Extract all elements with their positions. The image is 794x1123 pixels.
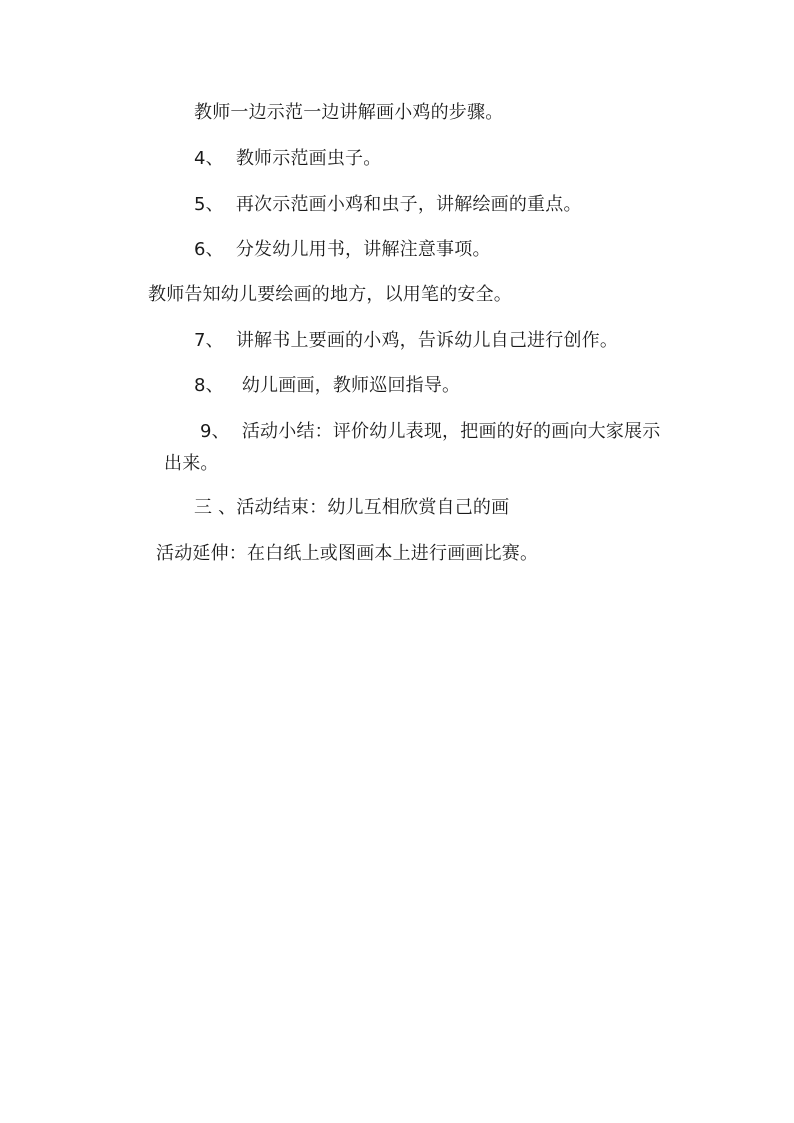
paragraph-safety	[148, 284, 512, 306]
list-number: 4、	[194, 148, 224, 169]
paragraph-text: 出来。	[164, 453, 219, 474]
list-item-6	[194, 239, 491, 261]
list-item-text: 活动小结：评价幼儿表现，把画的好的画向大家展示	[241, 421, 661, 442]
list-item-7	[194, 330, 618, 352]
list-item-4	[194, 148, 381, 170]
list-item-text: 教师示范画虫子。	[235, 148, 382, 169]
paragraph-text: 教师一边示范一边讲解画小鸡的步骤。	[194, 102, 504, 123]
list-item-text: 幼儿画画，教师巡回指导。	[241, 375, 461, 396]
list-item-text: 讲解书上要画的小鸡，告诉幼儿自己进行创作。	[235, 330, 619, 351]
paragraph-step-demo	[194, 102, 503, 124]
list-number: 8、	[194, 375, 224, 396]
list-item-text: 再次示范画小鸡和虫子，讲解绘画的重点。	[235, 194, 582, 215]
list-item-8	[194, 375, 460, 397]
section-text: 三 、活动结束：幼儿互相欣赏自己的画	[194, 497, 510, 518]
list-item-5	[194, 194, 582, 216]
paragraph-text: 活动延伸：在白纸上或图画本上进行画画比赛。	[156, 543, 539, 564]
list-number: 9、	[200, 421, 230, 442]
list-item-text: 分发幼儿用书，讲解注意事项。	[235, 239, 491, 260]
list-item-9	[200, 421, 660, 443]
list-number: 5、	[194, 194, 224, 215]
list-number: 6、	[194, 239, 224, 260]
paragraph-text: 教师告知幼儿要绘画的地方，以用笔的安全。	[148, 284, 512, 305]
paragraph-activity-extension	[156, 543, 538, 565]
section-heading-activity-end	[194, 497, 509, 519]
list-item-9-continuation	[164, 453, 219, 475]
list-number: 7、	[194, 330, 224, 351]
